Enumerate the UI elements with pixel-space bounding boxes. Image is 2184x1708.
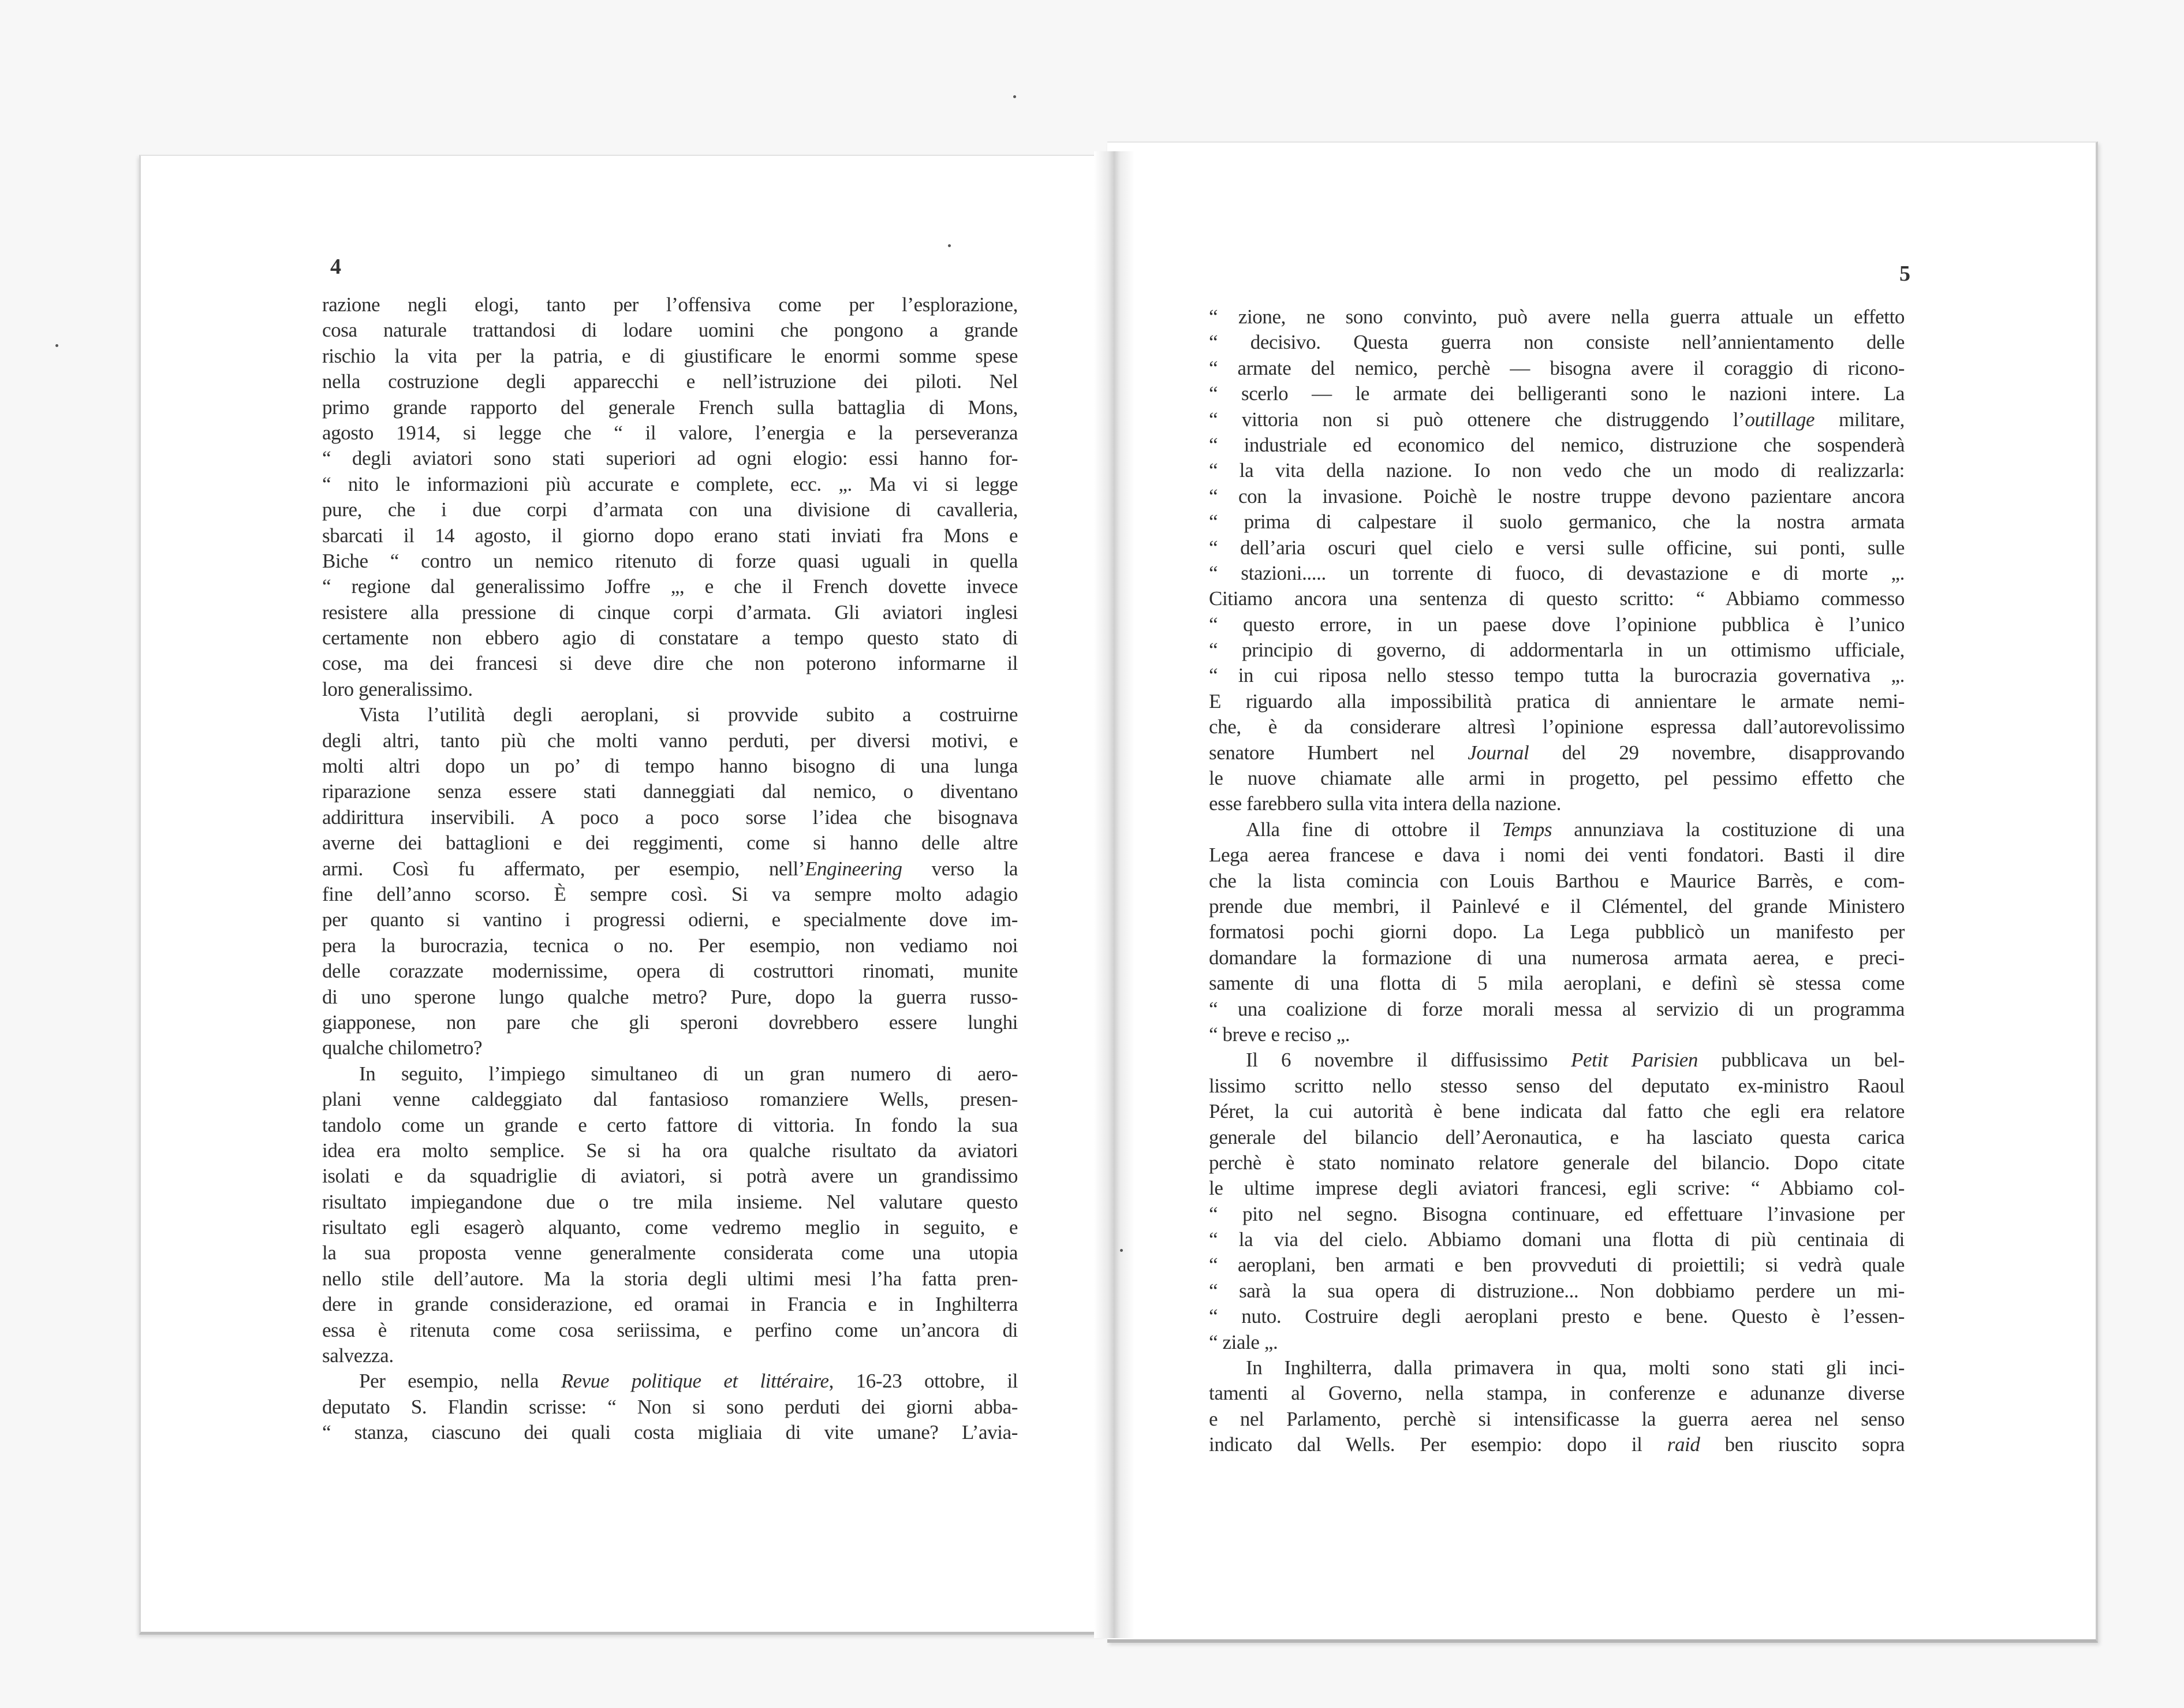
text-line: delle corazzate modernissime, opera di costruttori rinomati, munite (322, 960, 1018, 983)
text-line: “ dell’aria oscuri quel cielo e versi sulle officine, sui ponti, sulle (1209, 536, 1905, 559)
text-line: loro generalissimo. (322, 677, 473, 700)
text-line: cosa naturale trattandosi di lodare uomini che pongono a grande (322, 319, 1018, 342)
text-line: “ la via del cielo. Abbiamo domani una flotta di più centinaia di (1209, 1228, 1905, 1251)
text-line: dere in grande considerazione, ed oramai in Francia e in Inghilterra (322, 1293, 1018, 1316)
text-line: “ industriale ed economico del nemico, distruzione che sospenderà (1209, 433, 1905, 456)
text-line: “ stazioni..... un torrente di fuoco, di devastazione e di morte „. (1209, 561, 1905, 584)
text-line: lissimo scritto nello stesso senso del deputato ex-ministro Raoul (1209, 1074, 1905, 1097)
text-line: generale del bilancio dell’Aeronautica, e ha lasciato questa carica (1209, 1125, 1905, 1148)
text-line: “ sarà la sua opera di distruzione... Non dobbiamo perdere un mi- (1209, 1279, 1905, 1302)
text-line: esse farebbero sulla vita intera della nazione. (1209, 792, 1561, 815)
text-line: “ la vita della nazione. Io non vedo che un modo di realizzarla: (1209, 459, 1905, 482)
text-line: idea era molto semplice. Se si ha ora qualche risultato da aviatori (322, 1139, 1018, 1162)
text-line: sbarcati il 14 agosto, il giorno dopo erano stati inviati fra Mons e (322, 524, 1018, 547)
text-line: di uno sperone lungo qualche metro? Pure, dopo la guerra russo- (322, 985, 1018, 1008)
text-line: “ aeroplani, ben armati e ben provveduti di proiettili; si vedrà quale (1209, 1254, 1905, 1277)
text-line: prende due membri, il Painlevé e il Clémentel, del grande Ministero (1209, 894, 1905, 918)
italic-title: Revue politique et littéraire (561, 1370, 829, 1393)
text-line: che, è da considerare altresì l’opinione espressa dall’autorevolissimo (1209, 715, 1905, 739)
text-line: “ nuto. Costruire degli aeroplani presto e bene. Questo è l’essen- (1209, 1305, 1905, 1328)
text-line: Biche “ contro un nemico ritenuto di forze quasi uguali in quella (322, 549, 1018, 572)
text-line: “ regione dal generalissimo Joffre „, e che il French dovette invece (322, 575, 1018, 598)
text-line: “ in cui riposa nello stesso tempo tutta la burocrazia governativa „. (1209, 664, 1905, 687)
text-line: “ principio di governo, di addormentarla in un ottimismo ufficiale, (1209, 639, 1905, 662)
text-line: perchè è stato nominato relatore generale del bilancio. Dopo citate (1209, 1151, 1905, 1174)
left-page-number: 4 (330, 255, 341, 279)
text-line: plani venne caldeggiato dal fantasioso romanziere Wells, presen- (322, 1088, 1018, 1111)
text-line: averne dei battaglioni e dei reggimenti, come si hanno delle altre (322, 831, 1018, 855)
italic-title: Temps (1502, 818, 1552, 841)
text-line: “ nito le informazioni più accurate e complete, ecc. „. Ma vi si legge (322, 472, 1018, 495)
text-line: qualche chilometro? (322, 1036, 483, 1060)
scan-speck (1120, 1249, 1123, 1252)
text-line: la sua proposta venne generalmente considerata come una utopia (322, 1241, 1018, 1265)
text-line: isolati e da squadriglie di aviatori, si potrà avere un grandissimo (322, 1165, 1018, 1188)
text-line: e nel Parlamento, perchè si intensificasse la guerra aerea nel senso (1209, 1407, 1905, 1430)
text-line: deputato S. Flandin scrisse: “ Non si sono perduti dei giorni abba- (322, 1395, 1018, 1418)
text-line: “ scerlo — le armate dei belligeranti sono le nazioni intere. La (1209, 382, 1905, 405)
text-line: nella costruzione degli apparecchi e nell’istruzione dei piloti. Nel (322, 370, 1018, 393)
text-line: degli altri, tanto più che molti vanno perduti, per diversi motivi, e (322, 729, 1018, 752)
text-line: per quanto si vantino i progressi odierni, e specialmente dove im- (322, 908, 1018, 931)
text-line: Péret, la cui autorità è bene indicata dal fatto che egli era relatore (1209, 1100, 1905, 1123)
text-line: “ pito nel segno. Bisogna continuare, ed effettuare l’invasione per (1209, 1202, 1905, 1225)
text-line: “ decisivo. Questa guerra non consiste nell’annientamento delle (1209, 331, 1905, 354)
italic-title: Petit Parisien (1571, 1049, 1698, 1072)
text-line: Vista l’utilità degli aeroplani, si provvide subito a costruirne (359, 703, 1018, 726)
text-line: pera la burocrazia, tecnica o no. Per esempio, non vediamo noi (322, 934, 1018, 957)
text-line: “ ziale „. (1209, 1330, 1278, 1353)
text-line: “ armate del nemico, perchè — bisogna avere il coraggio di ricono- (1209, 356, 1905, 379)
italic-title: Engineering (805, 857, 902, 880)
text-line: le nuove chiamate alle armi in progetto, pel pessimo effetto che (1209, 767, 1905, 790)
scan-speck (1013, 95, 1016, 98)
text-line: E riguardo alla impossibilità pratica di annientare le armate nemi- (1209, 689, 1905, 713)
text-line: “ prima di calpestare il suolo germanico, che la nostra armata (1209, 510, 1905, 534)
italic-title: outillage (1745, 408, 1815, 431)
text-line: cose, ma dei francesi si deve dire che non poterono informarne il (322, 652, 1018, 675)
text-line: domandare la formazione di una numerosa armata aerea, e preci- (1209, 946, 1905, 969)
scan-speck (55, 344, 58, 347)
text-line: agosto 1914, si legge che “ il valore, l’energia e la perseveranza (322, 421, 1018, 444)
text-line: Per esempio, nella Revue politique et littéraire, 16-23 ottobre, il (359, 1370, 1018, 1393)
text-line: “ breve e reciso „. (1209, 1023, 1350, 1046)
text-line: Lega aerea francese e dava i nomi dei venti fondatori. Basti il dire (1209, 844, 1905, 867)
text-line: tamenti al Governo, nella stampa, in conferenze e adunanze diverse (1209, 1382, 1905, 1405)
text-line: armi. Così fu affermato, per esempio, nell’Engineering verso la (322, 857, 1018, 880)
right-page-text (1209, 304, 1905, 1458)
text-line: “ stanza, ciascuno dei quali costa migliaia di vite umane? L’avia- (322, 1421, 1018, 1444)
text-line: che la lista comincia con Louis Barthou e Maurice Barrès, e com- (1209, 869, 1905, 892)
text-line: “ questo errore, in un paese dove l’opinione pubblica è l’unico (1209, 613, 1905, 636)
text-line: “ con la invasione. Poichè le nostre truppe devono pazientare ancora (1209, 484, 1905, 508)
text-line: Il 6 novembre il diffusissimo Petit Parisien pubblicava un bel- (1246, 1049, 1905, 1072)
text-line: rischio la vita per la patria, e di giustificare le enormi somme spese (322, 344, 1018, 367)
text-line: resistere alla pressione di cinque corpi d’armata. Gli aviatori inglesi (322, 601, 1018, 624)
text-line: “ degli aviatori sono stati superiori ad ogni elogio: essi hanno for- (322, 447, 1018, 470)
text-line: razione negli elogi, tanto per l’offensiva come per l’esplorazione, (322, 293, 1018, 316)
text-line: nello stile dell’autore. Ma la storia degli ultimi mesi l’ha fatta pren- (322, 1267, 1018, 1290)
text-line: tandolo come un grande e certo fattore di vittoria. In fondo la sua (322, 1113, 1018, 1136)
text-line: riparazione senza essere stati danneggiati dal nemico, o diventano (322, 780, 1018, 803)
text-line: salvezza. (322, 1344, 394, 1367)
text-line: In Inghilterra, dalla primavera in qua, molti sono stati gli inci- (1246, 1356, 1905, 1379)
text-line: essa è ritenuta come cosa seriissima, e perfino come un’ancora di (322, 1318, 1018, 1341)
right-page-number: 5 (1899, 262, 1910, 286)
text-line: In seguito, l’impiego simultaneo di un gran numero di aero- (359, 1062, 1018, 1085)
text-line: Alla fine di ottobre il Temps annunziava la costituzione di una (1246, 818, 1905, 841)
text-line: molti altri dopo un po’ di tempo hanno bisogno di una lunga (322, 755, 1018, 778)
text-line: certamente non ebbero agio di constatare a tempo questo stato di (322, 626, 1018, 650)
text-line: formatosi pochi giorni dopo. La Lega pubblicò un manifesto per (1209, 920, 1905, 943)
italic-title: Journal (1468, 741, 1529, 764)
text-line: “ vittoria non si può ottenere che distruggendo l’outillage militare, (1209, 408, 1905, 431)
text-line: samente di una flotta di 5 mila aeroplani, e definì sè stessa come (1209, 972, 1905, 995)
text-line: giapponese, non pare che gli speroni dovrebbero essere lunghi (322, 1010, 1018, 1034)
text-line: Citiamo ancora una sentenza di questo scritto: “ Abbiamo commesso (1209, 587, 1905, 610)
text-line: le ultime imprese degli aviatori francesi, egli scrive: “ Abbiamo col- (1209, 1177, 1905, 1200)
left-page-text (322, 292, 1018, 1446)
book-gutter (1094, 151, 1134, 1638)
text-line: “ zione, ne sono convinto, può avere nella guerra attuale un effetto (1209, 305, 1905, 328)
text-line: primo grande rapporto del generale French sulla battaglia di Mons, (322, 396, 1018, 419)
italic-title: raid (1667, 1433, 1700, 1456)
text-line: risultato impiegandone due o tre mila insieme. Nel valutare questo (322, 1190, 1018, 1213)
text-line: senatore Humbert nel Journal del 29 novembre, disapprovando (1209, 741, 1905, 764)
text-line: “ una coalizione di forze morali messa al servizio di un programma (1209, 997, 1905, 1020)
text-line: fine dell’anno scorso. È sempre così. Si va sempre molto adagio (322, 882, 1018, 905)
text-line: pure, che i due corpi d’armata con una divisione di cavalleria, (322, 498, 1018, 521)
text-line: indicato dal Wells. Per esempio: dopo il raid ben riuscito sopra (1209, 1433, 1905, 1456)
scan-speck (948, 244, 951, 247)
text-line: risultato egli esagerò alquanto, come vedremo meglio in seguito, e (322, 1216, 1018, 1239)
text-line: addirittura inservibili. A poco a poco sorse l’idea che bisognava (322, 805, 1018, 829)
